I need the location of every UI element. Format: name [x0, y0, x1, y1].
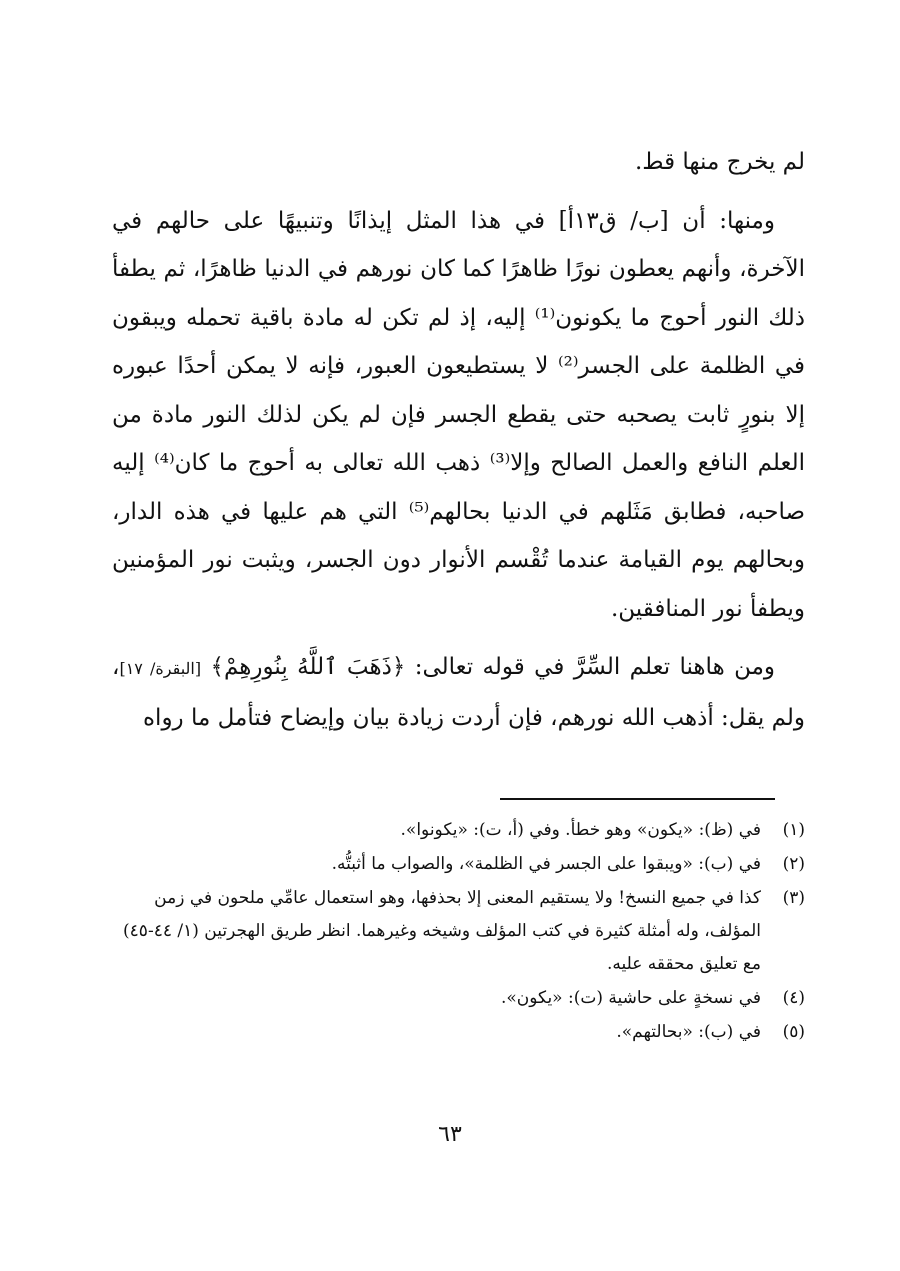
footnote-text: في (ظ): «يكون» وهو خطأ. وفي (أ، ت): «يكونوا».: [400, 820, 761, 840]
paragraph-3-continuation: ، ولم يقل: أذهب الله نورهم، فإن أردت زيادة بيان وإيضاح فتأمل ما رواه: [112, 654, 805, 731]
paragraph-1: لم يخرج منها قط.: [634, 149, 805, 175]
footnote-number: (١): [782, 820, 805, 840]
footnote-divider: [500, 798, 775, 800]
paragraph-3-text: ومن هاهنا تعلم السِّرَّ في قوله تعالى: ﴿ذَهَبَ ٱللَّهُ بِنُورِهِمْ﴾: [201, 654, 776, 680]
footnote: [112, 814, 805, 847]
footnote-number: (٥): [782, 1022, 805, 1042]
page-number: ٦٣: [438, 1122, 462, 1147]
footnote-text: في (ب): «بحالتهم».: [616, 1022, 761, 1042]
footnotes: [112, 814, 805, 1050]
footnote-number: (٢): [782, 854, 805, 874]
footnote-number: (٤): [782, 988, 805, 1008]
footnote: [112, 848, 805, 881]
quran-reference: [البقرة/ ١٧]: [119, 659, 202, 678]
footnote-text: في نسخةٍ على حاشية (ت): «يكون».: [500, 988, 761, 1008]
footnote: [112, 882, 805, 981]
paragraph-2: ومنها: أن [ب/ ق١٣أ] في هذا المثل إيذانًا وتنبيهًا على حالهم في الآخرة، وأنهم يعطون نورًا ظاهرًا كما كان نورهم في الدنيا ظاهرًا، ثم يطفأ ذلك النور أحوج ما يكونون⁽¹⁾ إليه، إذ لم تكن له مادة باقية تحمله ويبقون في الظلمة على الجسر⁽²⁾ لا يستطيعون العبور، فإنه لا يمكن أحدًا عبوره إلا بنورٍ ثابت يصحبه حتى يقطع الجسر فإن لم يكن لذلك النور مادة من العلم النافع والعمل الصالح وإلا⁽³⁾ ذهب الله تعالى به أحوج ما كان⁽⁴⁾ إليه صاحبه، فطابق مَثَلهم في الدنيا بحالهم⁽⁵⁾ التي هم عليها في هذه الدار، وبحالهم يوم القيامة عندما تُقْسم الأنوار دون الجسر، ويثبت نور المؤمنين ويطفأ نور المنافقين.: [112, 207, 806, 622]
footnote: [112, 1016, 805, 1049]
footnote-text: كذا في جميع النسخ! ولا يستقيم المعنى إلا بحذفها، وهو استعمال عامِّي ملحون في زمن المؤلف، وله أمثلة كثيرة في كتب المؤلف وشيخه وغيرهما. انظر طريق الهجرتين (١/ ٤٤-٤٥) مع تعليق محققه عليه.: [123, 888, 761, 974]
paragraph-3: [112, 643, 805, 742]
main-text: [112, 138, 805, 742]
footnote-text: في (ب): «ويبقوا على الجسر في الظلمة»، والصواب ما أثبتُّه.: [331, 854, 761, 874]
footnote: [112, 982, 805, 1015]
footnote-number: (٣): [782, 888, 805, 908]
